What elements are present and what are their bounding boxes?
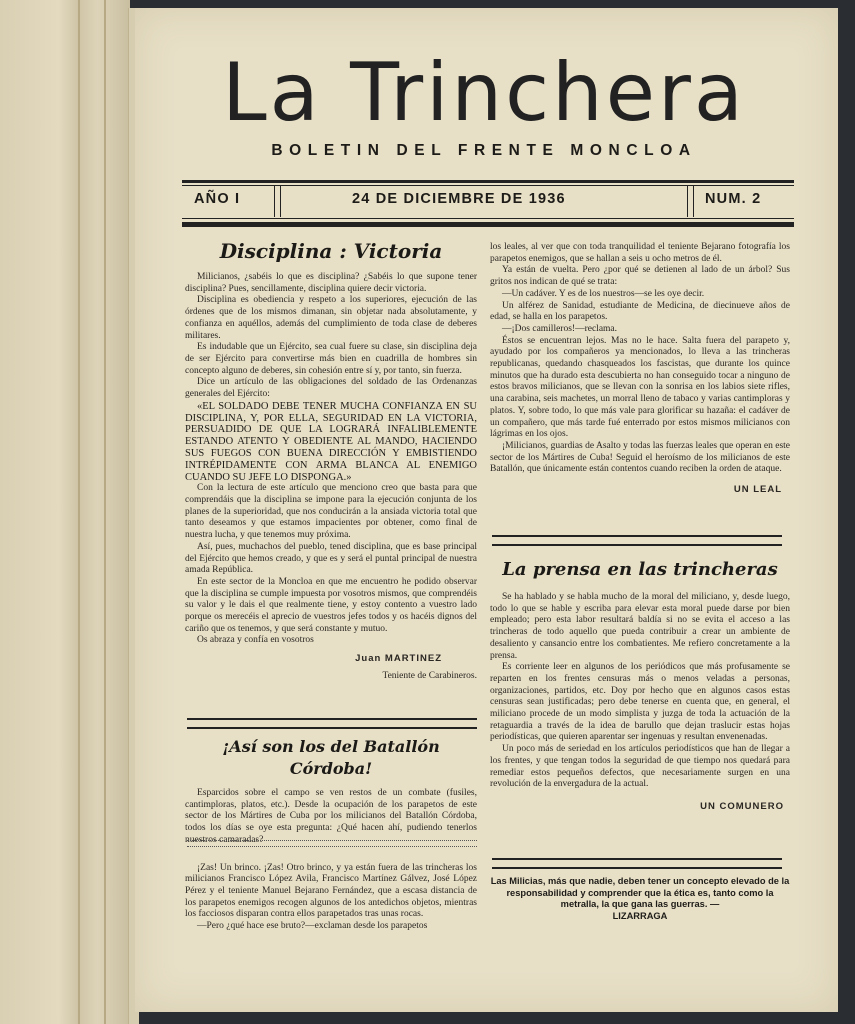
paragraph: Se ha hablado y se habla mucho de la moral del miliciano, y, desde luego, todo lo que se hable y escriba para elevar esta moral puede darse por bien empleado; pero esta labor resultará baldía si no se evita el acceso a las trincheras de todo aquello que pueda contribuir a crear un ambiente de desaliento y cansancio entre los combatientes. Me refiero concretamente a la prensa. xyxy=(490,592,790,661)
article-batallon xyxy=(185,736,477,933)
section-separator xyxy=(492,858,782,869)
paragraph: —¡Dos camilleros!—reclama. xyxy=(502,323,618,334)
lizarraga-quote xyxy=(490,876,790,922)
binding-crease xyxy=(104,0,106,1024)
headline: Disciplina : Victoria xyxy=(219,239,443,263)
paragraph: Es indudable que un Ejército, sea cual fuere su clase, sin disciplina deja de ser Ejército para convertirse más bien en cuadrilla de hombres sin concepto alguno de deberes, sin cohesión entre sí y, por tanto, sin fuerza. xyxy=(185,342,477,376)
paragraph: Con la lectura de este artículo que menciono creo que basta para que comprendáis que la disciplina se impone para la ejecución conjunta de los planes de la superioridad, que nos conducirán a la ansiada victoria total que tanto deseamos y que estamos impacientes por obtener, como final de nuestra lucha, y que tenemos muy próxima. xyxy=(185,483,477,541)
paragraph: Milicianos, ¿sabéis lo que es disciplina? ¿Sabéis lo que supone tener disciplina? Pues, sencillamente, disciplina quiere decir victoria. xyxy=(185,272,477,294)
paragraph: Disciplina es obediencia y respeto a los superiores, ejecución de las órdenes que de los mismos dimanan, sin objetar nada absolutamente, y confianza en aquéllos, además del cumplimiento de toda clase de deberes militares. xyxy=(185,295,477,341)
quote-author: LIZARRAGA xyxy=(612,910,668,921)
newspaper-page xyxy=(135,8,838,1012)
paragraph: Así, pues, muchachos del pueblo, tened disciplina, que es base principal del Ejército que hemos creado, y que es y será el puntal principal de nuestra amada República. xyxy=(185,541,477,576)
paragraph: Un alférez de Sanidad, estudiante de Medicina, de diecinueve años de edad, se halla en los parapetos. xyxy=(490,300,790,323)
paragraph: Éstos se encuentran lejos. Mas no le hace. Salta fuera del parapeto y, ayudado por los compañeros ya mencionados, lo lleva a las trincheras republicanas, quedando chasqueados los fascistas, que durante los quince minutos que ha durado esta descubierta no han conseguido tocar a ninguno de estos bravos milicianos, que se llevan con la sonrisa en los labios siete rifles, una carabina, seis machetes, un morral lleno de tabaco y varias cantimploras y platos. Y, sobre todo, lo que más vale para glorificar su hazaña: el cadáver de un compañero, que más tarde fué enterrado por estos mismos milicianos con lágrimas en los ojos. xyxy=(490,335,790,440)
paragraph: —Pero ¿qué hace ese bruto?—exclaman desde los parapetos xyxy=(197,921,428,932)
rule xyxy=(182,218,794,219)
author: UN COMUNERO xyxy=(700,800,784,812)
divider xyxy=(687,186,694,217)
paragraph: —Un cadáver. Y es de los nuestros—se les oye decir. xyxy=(502,288,705,299)
author: UN LEAL xyxy=(733,484,782,496)
paragraph: los leales, al ver que con toda tranquilidad el teniente Bejarano fotografía los parapetos enemigos, que se hallan a seis u ocho metros de él. xyxy=(490,242,790,264)
masthead xyxy=(179,48,789,160)
paragraph: Ya están de vuelta. Pero ¿por qué se detienen al lado de un árbol? Sus gritos nos indican de qué se trata: xyxy=(490,265,790,288)
paragraph: ¡Zas! Un brinco. ¡Zas! Otro brinco, y ya están fuera de las trincheras los milicianos Francisco López Avila, Francisco Martínez Gálvez, José López Pérez y el teniente Manuel Bejarano Fernández, que a escasa distancia de los parapetos enemigos recogen algunos de los antedichos objetos, mientras los facciosos disparan contra ellos parapetados tras unas rocas. xyxy=(185,862,477,920)
newspaper-title: La Trinchera xyxy=(222,46,746,139)
headline: La prensa en las trincheras xyxy=(502,559,778,580)
newspaper-subtitle: BOLETIN DEL FRENTE MONCLOA xyxy=(271,142,697,159)
ordinance-quote: «EL SOLDADO DEBE TENER MUCHA CONFIANZA EN SU DISCIPLINA, Y, POR ELLA, SEGURIDAD EN LA VICTORIA, PERSUADIDO DE QUE LA LOGRARÁ INFALIBLEMENTE ESTANDO ATENTO Y OBEDIENTE AL MANDO, HACIENDO SUS FUEGOS CON BUENA DIRECCIÓN Y EMBISTIENDO INTRÉPIDAMENTE CON ARMA BLANCA AL ENEMIGO CUANDO SU JEFE LO DISPONGA.» xyxy=(185,400,477,483)
issue-number: NUM. 2 xyxy=(705,191,762,207)
headline: ¡Así son los del Batallón Córdoba! xyxy=(222,737,440,778)
issue-year: AÑO I xyxy=(194,191,241,207)
paragraph: ¡Milicianos, guardias de Asalto y todas las fuerzas leales que operan en este sector de los Mártires de Cuba! Seguid el heroísmo de los milicianos de este Batallón, que únicamente están contentos cuando reciben la orden de ataque. xyxy=(490,440,790,475)
quote-text: Las Milicias, más que nadie, deben tener un concepto elevado de la responsabilidad y comprender que la ética es, tanto como la metralla, la que gana las guerras. — xyxy=(490,876,790,909)
dotted-break xyxy=(187,846,477,847)
rule xyxy=(182,180,794,183)
article-batallon-continued xyxy=(490,242,790,496)
paragraph: Un poco más de seriedad en los artículos periodísticos que han de llegar a los frentes, y que tengan todos la seguridad de que tiempo nos quedará para remediar estos pequeños defectos, que necesariamente surgen en una revolución de la envergadura de la actual. xyxy=(490,744,790,790)
date-bar xyxy=(182,180,794,228)
dotted-break xyxy=(187,840,477,841)
divider xyxy=(274,186,281,217)
paragraph: Dice un artículo de las obligaciones del soldado de las Ordenanzas generales del Ejército: xyxy=(185,377,477,400)
paragraph: Esparcidos sobre el campo se ven restos de un combate (fusiles, cantimploras, platos, etc.). Desde la ocupación de los parapetos de este sector de los Mártires de Cuba por los milicianos del Batallón Córdoba, todos los días se oye esta pregunta: ¿Qué hacen ahí, pudiendo tenerlos nuestros camaradas? xyxy=(185,788,477,845)
paragraph: Es corriente leer en algunos de los periódicos que más profusamente se reparten en los frentes censuras más o menos veladas a personas, organizaciones, partidos, etc. Doy por hecho que en algunos casos estas censuras sean justificadas; pero debe tenerse en cuenta que, en general, el miliciano procede de un modo simplista y juzga de toda la actuación de la retaguardia a través de la idea de barullo que dejan traslucir estas hojas periodísticas, que quieren aparentar ser ingenuas y resultan envenenadas. xyxy=(490,662,790,743)
author: Juan MARTINEZ xyxy=(355,653,442,665)
article-disciplina xyxy=(185,238,477,683)
article-prensa xyxy=(490,558,790,813)
rule xyxy=(182,222,794,227)
author-rank: Teniente de Carabineros. xyxy=(382,670,477,681)
issue-date: 24 DE DICIEMBRE DE 1936 xyxy=(352,191,566,207)
paragraph: Os abraza y confía en vosotros xyxy=(197,635,314,646)
section-separator xyxy=(492,535,782,546)
section-separator xyxy=(187,718,477,729)
paragraph: En este sector de la Moncloa en que me encuentro he podido observar que la disciplina se cumple impuesta por vosotros mismos, que comprendéis su valor y le dais el que realmente tiene, y estoy contento a vuestro lado porque os merecéis el aprecio de vuestros jefes todos y os hacéis dignos del cariño que os tenemos, y que será constante y mutuo. xyxy=(185,576,477,634)
book-binding xyxy=(0,0,130,1024)
binding-crease xyxy=(78,0,80,1024)
